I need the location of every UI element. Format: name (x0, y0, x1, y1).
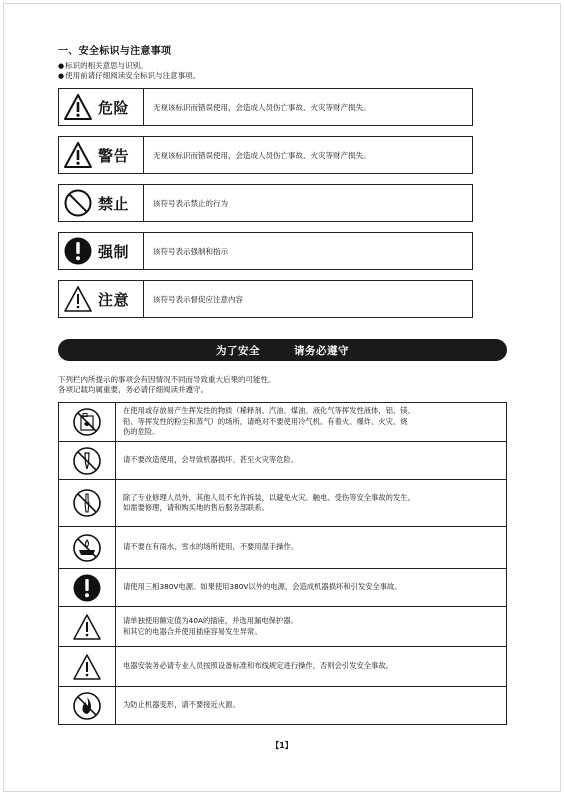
table-row (59, 403, 507, 442)
sign-symbol (59, 137, 144, 173)
sign-description: 无视该标识而错误使用，会造成人员伤亡事故、火灾等财产损失。 (153, 102, 371, 112)
sign-description: 该符号表示强制和指示 (153, 246, 228, 256)
caution-triangle-icon (72, 612, 102, 642)
no-modification-icon (72, 446, 102, 476)
rule-icon-cell (59, 569, 116, 607)
rule-line: 电器安装务必请专业人员按照设备标准和布线规定进行操作，否则会引发安全事故。 (123, 661, 393, 671)
mandatory-icon (72, 573, 102, 603)
no-disassembly-icon (72, 488, 102, 518)
table-row (59, 442, 507, 480)
intro-line: 下列栏内所提示的事项会有因情况不同而导致重大后果的可能性。 (58, 375, 276, 384)
bullet-item (58, 61, 148, 71)
rule-text (116, 607, 507, 647)
prohibition-icon (63, 188, 93, 218)
rule-line: 为防止机器变形，请不要接近火源。 (123, 700, 240, 710)
banner-right-text: 请务必遵守 (294, 344, 349, 357)
bullet-text: 标识的相关意思与识别。 (65, 61, 148, 70)
rule-line: 如需要修理，请和购买地的售后服务部联系。 (123, 503, 269, 512)
sign-description: 无视该标识而错误使用，会造成人员伤亡事故、火灾等财产损失。 (153, 150, 371, 160)
sign-symbol (59, 233, 144, 269)
rule-line: 铅、等挥发性的粉尘和蒸气）的场所，请绝对不要使用冷气机。有着火、爆炸、火灾、烧 (123, 416, 408, 426)
rule-icon-cell (59, 527, 116, 569)
sign-label: 注意 (98, 290, 130, 309)
intro-text (58, 375, 276, 395)
sign-caution (58, 280, 473, 318)
rule-line: 和其它的电器合并使用插座容易发生异常。 (123, 626, 262, 636)
table-row (59, 480, 507, 527)
bullet-item (58, 71, 200, 81)
safety-banner (58, 339, 507, 361)
rule-text (116, 442, 507, 480)
sign-label: 强制 (98, 242, 130, 261)
warning-triangle-icon (63, 92, 93, 122)
sign-label: 禁止 (98, 194, 130, 213)
rule-line: 请不要改造使用，会导致机器损坏、甚至火灾等危险。 (123, 455, 299, 465)
table-row (59, 647, 507, 687)
intro-line: 各项记载均属重要，务必请仔细阅读并遵守。 (58, 385, 208, 394)
rule-text (116, 687, 507, 725)
rule-line: 除了专业修理人员外，其他人员不允许拆装，以避免火灾、触电、受伤等安全事故的发生。 (123, 492, 415, 502)
rule-text (116, 527, 507, 569)
sign-prohibited (58, 184, 473, 222)
section-title: 一、安全标识与注意事项 (58, 46, 172, 57)
sign-symbol (59, 281, 144, 317)
mandatory-icon (63, 236, 93, 266)
sign-mandatory (58, 232, 473, 270)
no-fire-icon (72, 691, 102, 721)
table-row (59, 527, 507, 569)
sign-danger (58, 88, 473, 126)
safety-rules-table (58, 402, 507, 725)
rule-text (116, 480, 507, 527)
bullet-mark: ● (58, 62, 65, 70)
rule-icon-cell (59, 480, 116, 527)
rule-line: 请单独使用额定值为40A的插座，并选用漏电保护器。 (123, 616, 298, 625)
table-row (59, 687, 507, 725)
rule-line: 请使用三相380V电源。如果使用380V以外的电源，会造成机器损坏和引发安全事故。 (123, 582, 402, 592)
sign-symbol (59, 89, 144, 125)
table-row (59, 607, 507, 647)
sign-symbol (59, 185, 144, 221)
rule-text (116, 403, 507, 442)
page-number: 【1】 (271, 741, 293, 750)
rule-icon-cell (59, 403, 116, 442)
rule-line: 伤的危险。 (123, 427, 160, 437)
rule-text (116, 569, 507, 607)
rule-line: 请不要在有雨水、雪水的场所使用，不要用湿手操作。 (123, 542, 299, 552)
sign-description: 该符号表示禁止的行为 (153, 198, 228, 208)
rule-icon-cell (59, 647, 116, 687)
sign-label: 警告 (98, 146, 130, 165)
sign-warning (58, 136, 473, 174)
no-flammables-icon (72, 407, 102, 437)
warning-triangle-icon (63, 140, 93, 170)
caution-triangle-icon (72, 652, 102, 682)
bullet-text: 使用前请仔细阅读安全标识与注意事项。 (65, 71, 201, 80)
rule-icon-cell (59, 607, 116, 647)
banner-left-text: 为了安全 (216, 344, 260, 357)
caution-triangle-icon (63, 284, 93, 314)
sign-description: 该符号表示督促应注意内容 (153, 294, 243, 304)
table-row (59, 569, 507, 607)
rule-icon-cell (59, 442, 116, 480)
bullet-mark: ● (58, 72, 65, 80)
rule-line: 在使用或存放易产生挥发性的物质（稀释剂、汽油、煤油、液化气等挥发性液体，铝、镁、 (123, 406, 415, 416)
no-water-icon (72, 533, 102, 563)
rule-icon-cell (59, 687, 116, 725)
rule-text (116, 647, 507, 687)
sign-label: 危险 (98, 98, 130, 117)
